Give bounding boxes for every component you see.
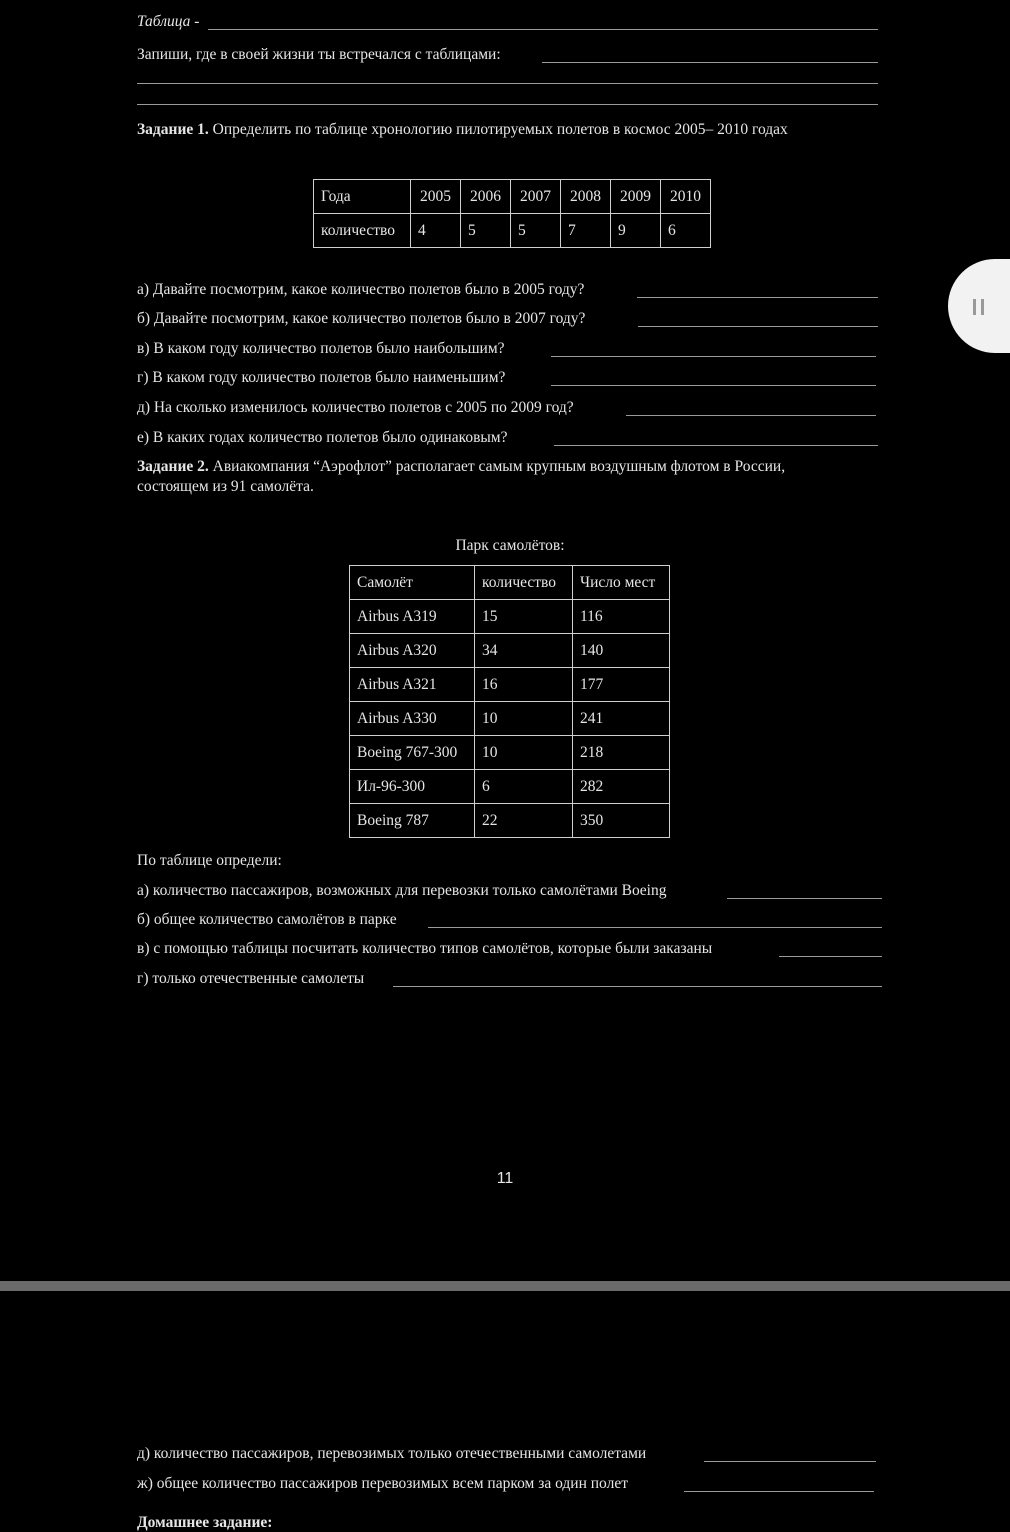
count-cell: 5 xyxy=(461,214,511,248)
count-cell: 6 xyxy=(661,214,711,248)
answer-line xyxy=(428,927,882,928)
quantity-cell: 10 xyxy=(475,702,573,736)
task2-text: Авиакомпания “Аэрофлот” располагает самым крупным воздушным флотом в России, xyxy=(212,458,786,475)
question-d: д) На сколько изменилось количество полетов с 2005 по 2009 год? xyxy=(137,399,574,416)
task1-heading xyxy=(137,121,788,139)
table-row xyxy=(314,180,711,214)
column-header: количество xyxy=(475,566,573,600)
aircraft-cell: Boeing 787 xyxy=(350,804,475,838)
quantity-cell: 16 xyxy=(475,668,573,702)
question-g: г) В каком году количество полетов было наименьшим? xyxy=(137,369,506,386)
task1-label: Задание 1. xyxy=(137,121,209,138)
aircraft-cell: Airbus A319 xyxy=(350,600,475,634)
seats-cell: 350 xyxy=(573,804,670,838)
year-cell: 2008 xyxy=(561,180,611,214)
question-a: а) Давайте посмотрим, какое количество полетов было в 2005 году? xyxy=(137,281,585,298)
seats-cell: 241 xyxy=(573,702,670,736)
answer-line xyxy=(542,62,878,63)
task2-question-v: в) с помощью таблицы посчитать количество типов самолётов, которые были заказаны xyxy=(137,940,713,957)
table-row xyxy=(350,804,670,838)
table-header-cell: количество xyxy=(314,214,411,248)
table-header-cell: Года xyxy=(314,180,411,214)
task1-text: Определить по таблице хронологию пилотируемых полетов в космос 2005– 2010 годах xyxy=(212,121,788,138)
answer-line xyxy=(727,898,882,899)
seats-cell: 116 xyxy=(573,600,670,634)
answer-line xyxy=(393,986,882,987)
question-b: б) Давайте посмотрим, какое количество полетов было в 2007 году? xyxy=(137,310,586,327)
task2-question-g: г) только отечественные самолеты xyxy=(137,970,365,987)
quantity-cell: 6 xyxy=(475,770,573,804)
answer-line xyxy=(137,104,878,105)
answer-line xyxy=(554,445,878,446)
homework-heading: Домашнее задание: xyxy=(137,1514,273,1531)
count-cell: 5 xyxy=(511,214,561,248)
table-row xyxy=(350,736,670,770)
table-row xyxy=(314,214,711,248)
table-row xyxy=(350,634,670,668)
answer-line xyxy=(779,956,882,957)
answer-line xyxy=(551,356,876,357)
count-cell: 7 xyxy=(561,214,611,248)
prompt-text: Запиши, где в своей жизни ты встречался с таблицами: xyxy=(137,46,501,63)
table-row xyxy=(350,600,670,634)
aircraft-cell: Airbus A320 xyxy=(350,634,475,668)
column-header: Самолёт xyxy=(350,566,475,600)
table-row xyxy=(350,668,670,702)
table-row xyxy=(350,702,670,736)
table-caption: Парк самолётов: xyxy=(455,537,565,554)
question-e: е) В каких годах количество полетов было одинаковым? xyxy=(137,429,508,446)
year-cell: 2007 xyxy=(511,180,561,214)
answer-line xyxy=(551,385,876,386)
instruction-text: По таблице определи: xyxy=(137,852,282,869)
answer-line xyxy=(208,29,878,30)
answer-line xyxy=(637,297,878,298)
flights-table xyxy=(313,179,711,248)
year-cell: 2005 xyxy=(411,180,461,214)
task2-question-b: б) общее количество самолётов в парке xyxy=(137,911,397,928)
column-header: Число мест xyxy=(573,566,670,600)
quantity-cell: 34 xyxy=(475,634,573,668)
quantity-cell: 15 xyxy=(475,600,573,634)
task2-heading xyxy=(137,458,785,476)
question-v: в) В каком году количество полетов было наибольшим? xyxy=(137,340,505,357)
page-number: 11 xyxy=(496,1170,514,1187)
table-row xyxy=(350,770,670,804)
year-cell: 2006 xyxy=(461,180,511,214)
answer-line xyxy=(638,326,878,327)
seats-cell: 140 xyxy=(573,634,670,668)
answer-line xyxy=(684,1491,874,1492)
aircraft-cell: Airbus A321 xyxy=(350,668,475,702)
table-definition-label: Таблица - xyxy=(137,13,200,30)
answer-line xyxy=(137,83,878,84)
seats-cell: 282 xyxy=(573,770,670,804)
task2-question-a: а) количество пассажиров, возможных для перевозки только самолётами Boeing xyxy=(137,882,667,899)
table-header-row xyxy=(350,566,670,600)
year-cell: 2009 xyxy=(611,180,661,214)
next-question-d: д) количество пассажиров, перевозимых только отечественными самолетами xyxy=(137,1445,647,1462)
aircraft-cell: Boeing 767-300 xyxy=(350,736,475,770)
year-cell: 2010 xyxy=(661,180,711,214)
count-cell: 9 xyxy=(611,214,661,248)
page-divider xyxy=(0,1281,1010,1291)
seats-cell: 177 xyxy=(573,668,670,702)
fleet-table xyxy=(349,565,670,838)
aircraft-cell: Ил-96-300 xyxy=(350,770,475,804)
task2-text-continued: состоящем из 91 самолёта. xyxy=(137,478,314,495)
next-question-zh: ж) общее количество пассажиров перевозимых всем парком за один полет xyxy=(137,1475,628,1492)
count-cell: 4 xyxy=(411,214,461,248)
answer-line xyxy=(704,1461,876,1462)
quantity-cell: 22 xyxy=(475,804,573,838)
quantity-cell: 10 xyxy=(475,736,573,770)
aircraft-cell: Airbus A330 xyxy=(350,702,475,736)
seats-cell: 218 xyxy=(573,736,670,770)
task2-label: Задание 2. xyxy=(137,458,209,475)
answer-line xyxy=(626,415,876,416)
